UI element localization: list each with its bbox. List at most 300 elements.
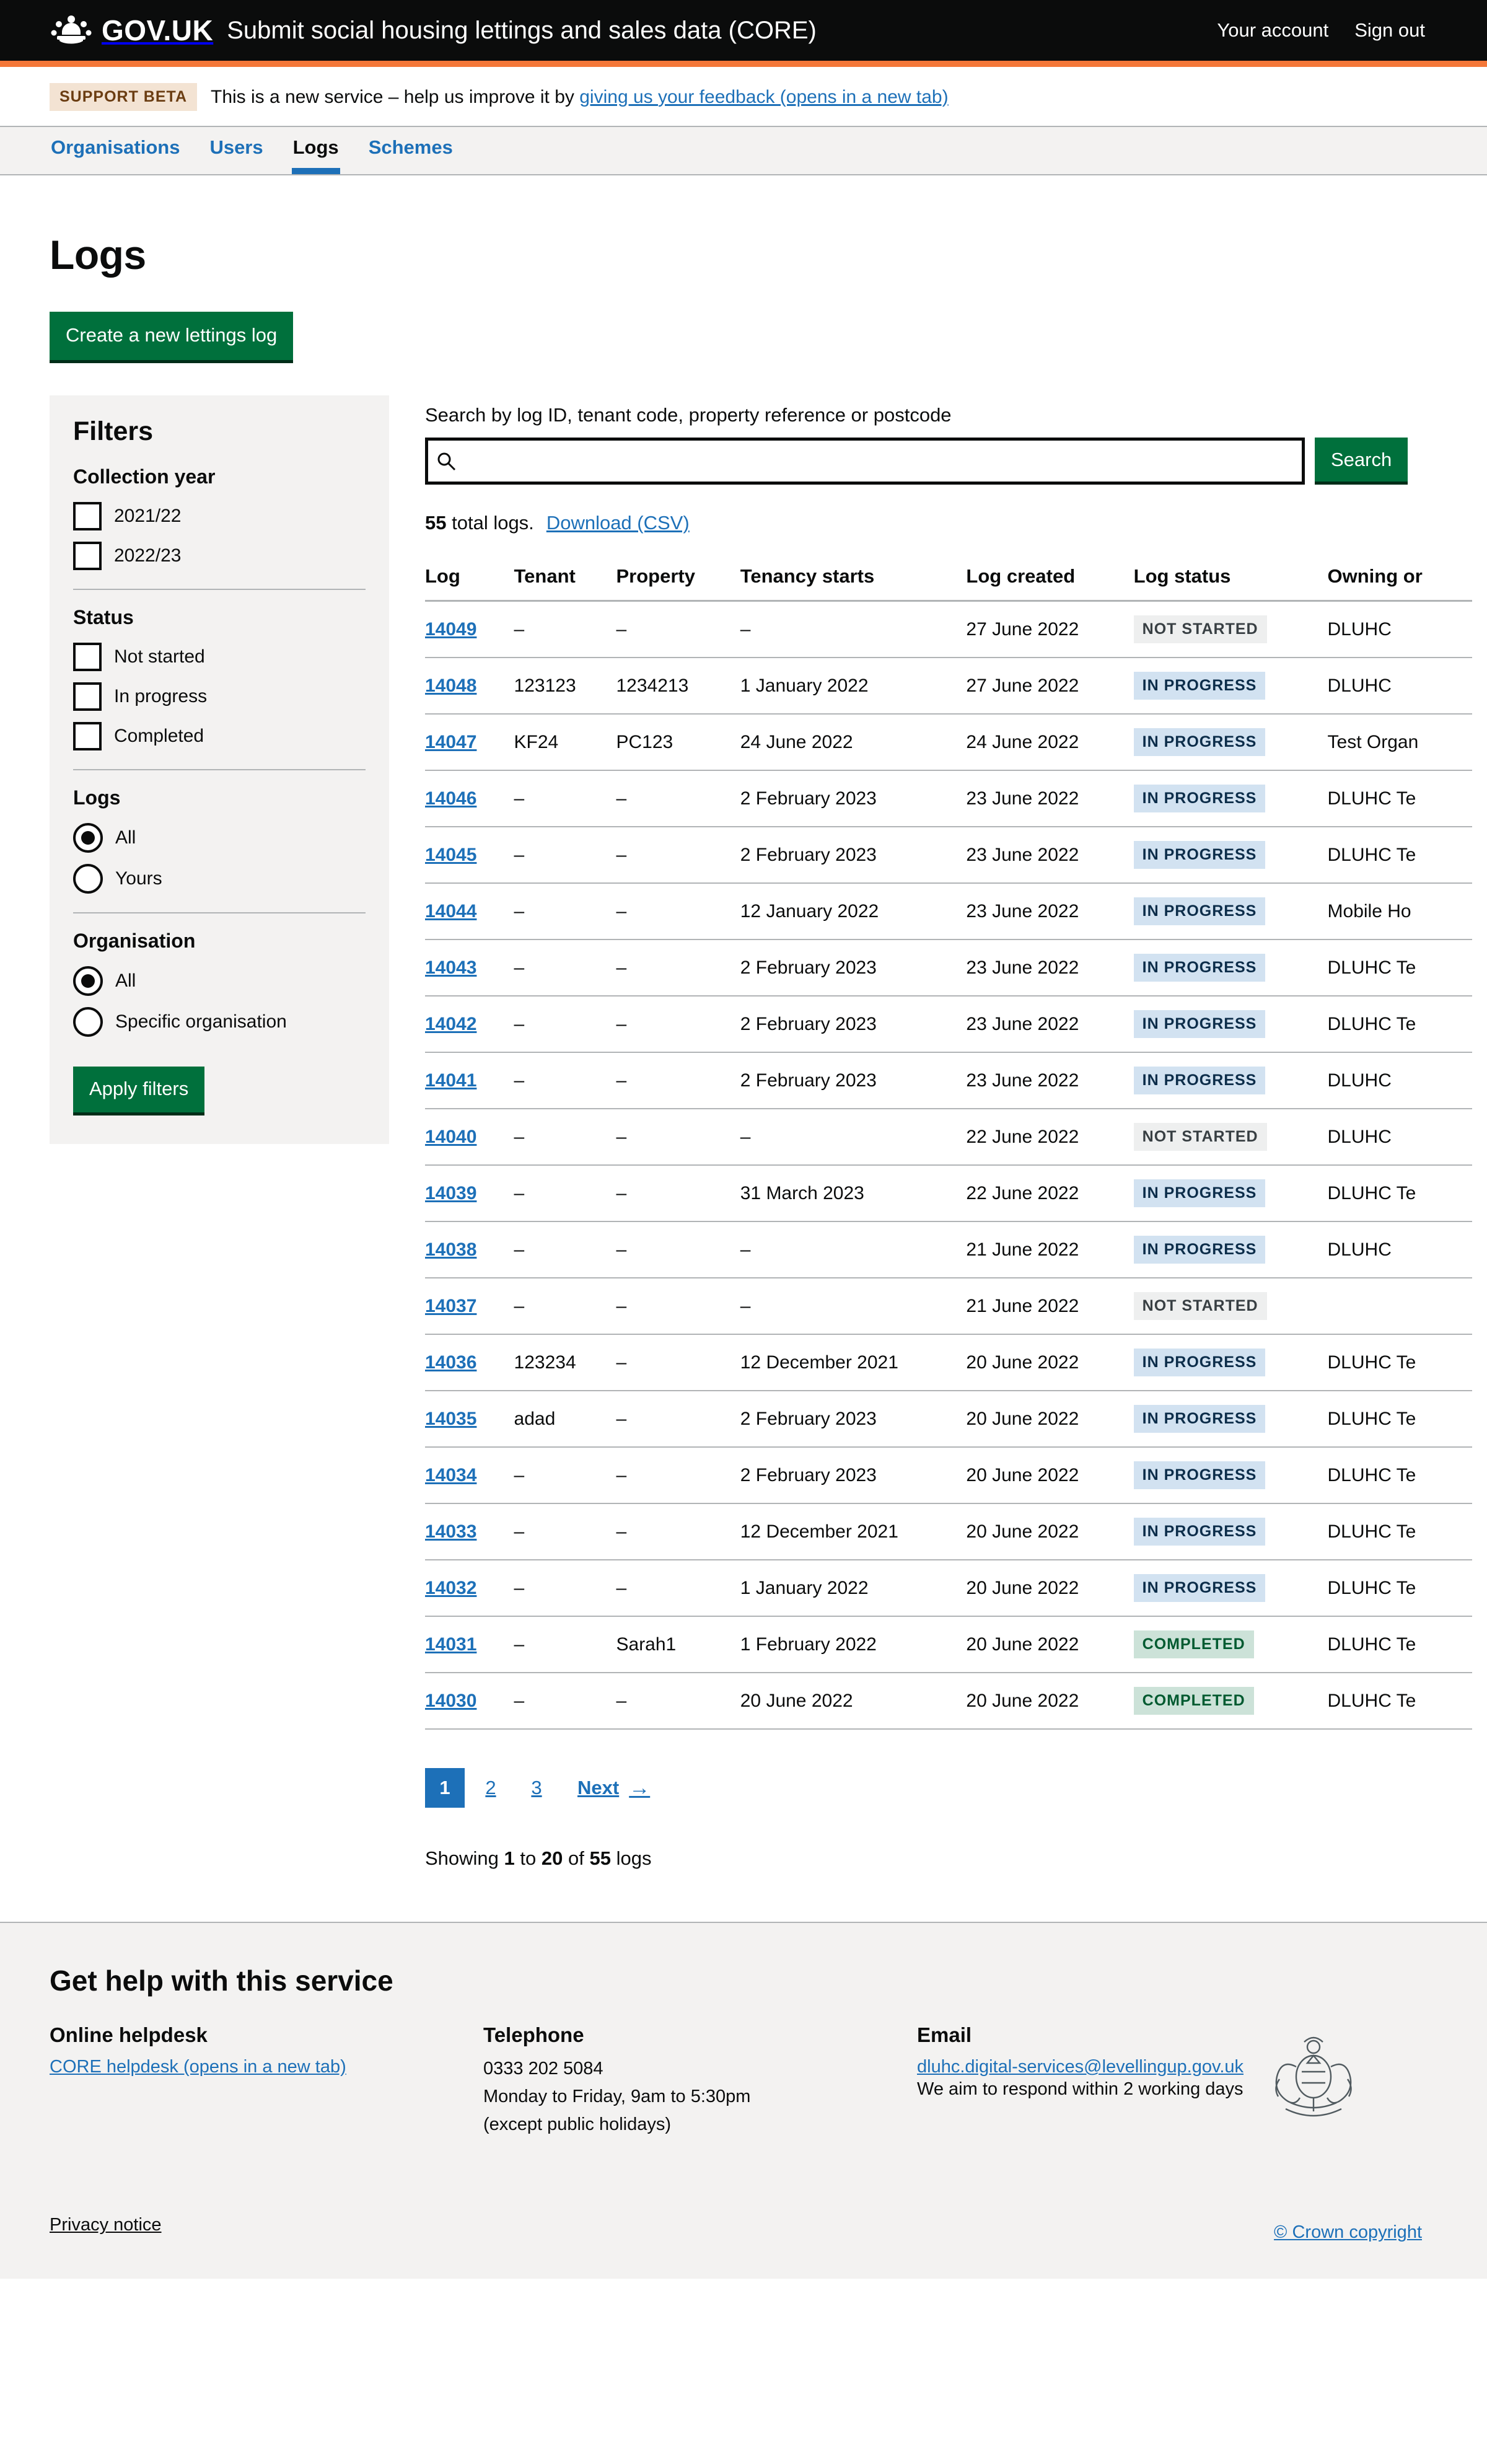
cell-property: –	[616, 1165, 740, 1221]
pagination	[425, 1768, 1437, 1808]
download-csv-link[interactable]: Download (CSV)	[546, 512, 690, 534]
cell-owning-organisation: DLUHC Te	[1328, 1334, 1472, 1391]
cell-property: –	[616, 601, 740, 658]
cell-property: –	[616, 1560, 740, 1616]
filter-label-logs-yours: Yours	[115, 868, 162, 889]
table-row	[425, 1165, 1472, 1221]
cell-log-status	[1134, 1503, 1328, 1560]
cell-log-created: 24 June 2022	[966, 714, 1133, 770]
cell-log	[425, 714, 514, 770]
table-row	[425, 1503, 1472, 1560]
column-header-log-created: Log created	[966, 554, 1133, 601]
table-row	[425, 770, 1472, 827]
cell-property: –	[616, 1052, 740, 1109]
cell-owning-organisation: Test Organ	[1328, 714, 1472, 770]
cell-log	[425, 827, 514, 883]
cell-owning-organisation: DLUHC	[1328, 658, 1472, 714]
cell-log-status	[1134, 996, 1328, 1052]
cell-tenancy-starts: –	[740, 1221, 967, 1278]
filter-checkbox-not-started[interactable]	[73, 643, 366, 671]
filter-label-2022-23: 2022/23	[114, 545, 182, 566]
filter-checkbox-in-progress[interactable]	[73, 682, 366, 711]
filter-group-collection-year	[73, 465, 366, 570]
cell-log-status	[1134, 939, 1328, 996]
table-row	[425, 1391, 1472, 1447]
service-name: Submit social housing lettings and sales data (CORE)	[227, 16, 817, 44]
radio-icon[interactable]	[73, 1007, 103, 1037]
page-title: Logs	[50, 232, 146, 278]
pagination-page-2[interactable]: 2	[485, 1777, 496, 1798]
table-row	[425, 601, 1472, 658]
log-id-link[interactable]: 14039	[425, 1182, 477, 1203]
log-id-link[interactable]: 14048	[425, 675, 477, 696]
column-header-tenant: Tenant	[514, 554, 616, 601]
gov-header	[0, 0, 1487, 67]
footer-telephone-number: 0333 202 5084	[483, 2059, 603, 2079]
cell-tenant: –	[514, 827, 616, 883]
cell-tenant: –	[514, 1165, 616, 1221]
cell-log	[425, 1278, 514, 1334]
cell-log	[425, 1334, 514, 1391]
cell-log	[425, 1165, 514, 1221]
log-id-link[interactable]: 14033	[425, 1521, 477, 1542]
table-row	[425, 883, 1472, 939]
nav-item-organisations[interactable]: Organisations	[51, 136, 180, 158]
filter-label-specific-organisation: Specific organisation	[115, 1011, 287, 1032]
cell-log	[425, 1616, 514, 1673]
cell-tenancy-starts: 24 June 2022	[740, 714, 967, 770]
cell-log	[425, 1109, 514, 1165]
footer-telephone-title: Telephone	[483, 2023, 584, 2046]
column-header-log-status: Log status	[1134, 554, 1328, 601]
status-badge: NOT STARTED	[1134, 1123, 1267, 1151]
footer-email-note: We aim to respond within 2 working days	[917, 2079, 1244, 2099]
results-total-suffix: total logs.	[452, 512, 534, 534]
royal-crest	[1233, 2010, 1394, 2131]
cell-log-status	[1134, 770, 1328, 827]
cell-log-created: 27 June 2022	[966, 658, 1133, 714]
status-badge: IN PROGRESS	[1134, 1349, 1266, 1376]
cell-log-status	[1134, 1391, 1328, 1447]
cell-tenancy-starts: 1 January 2022	[740, 658, 967, 714]
cell-log	[425, 939, 514, 996]
results-panel	[425, 395, 1437, 1870]
cell-tenant: –	[514, 1503, 616, 1560]
cell-tenancy-starts: 12 December 2021	[740, 1334, 967, 1391]
footer-telephone-note: (except public holidays)	[483, 2114, 672, 2135]
crown-copyright-link[interactable]: © Crown copyright	[1274, 2222, 1422, 2243]
results-total-count: 55	[425, 512, 447, 534]
cell-log-status	[1134, 1560, 1328, 1616]
cell-log	[425, 1447, 514, 1503]
cell-log	[425, 1052, 514, 1109]
cell-property: –	[616, 1278, 740, 1334]
cell-log-created: 22 June 2022	[966, 1109, 1133, 1165]
status-badge: IN PROGRESS	[1134, 1574, 1266, 1602]
pagination-page-1[interactable]: 1	[425, 1768, 465, 1808]
core-helpdesk-link[interactable]: CORE helpdesk (opens in a new tab)	[50, 2057, 346, 2077]
column-header-property: Property	[616, 554, 740, 601]
govuk-logo-link[interactable]	[50, 14, 213, 47]
showing-mid: to	[520, 1847, 537, 1869]
status-badge: IN PROGRESS	[1134, 1067, 1266, 1094]
filter-title-logs: Logs	[73, 786, 121, 809]
status-badge: IN PROGRESS	[1134, 1010, 1266, 1038]
column-header-log: Log	[425, 554, 514, 601]
feedback-link[interactable]: giving us your feedback (opens in a new tab)	[579, 86, 949, 107]
cell-tenant: 123123	[514, 658, 616, 714]
govuk-brand-text: GOV.UK	[102, 14, 214, 46]
filter-group-organisation	[73, 930, 366, 1037]
cell-log-created: 23 June 2022	[966, 996, 1133, 1052]
footer-col-online-helpdesk	[50, 2023, 446, 2141]
log-id-link[interactable]: 14035	[425, 1408, 477, 1429]
filter-checkbox-completed[interactable]	[73, 722, 366, 750]
filters-panel	[50, 395, 389, 1144]
log-id-link[interactable]: 14042	[425, 1013, 477, 1034]
cell-tenant: –	[514, 1616, 616, 1673]
cell-property: 1234213	[616, 658, 740, 714]
cell-log-status	[1134, 714, 1328, 770]
status-badge: NOT STARTED	[1134, 1292, 1267, 1320]
cell-owning-organisation: DLUHC	[1328, 1221, 1472, 1278]
table-row	[425, 1221, 1472, 1278]
filter-title-status: Status	[73, 606, 134, 628]
filters-divider	[73, 589, 366, 590]
cell-property: –	[616, 1673, 740, 1729]
cell-owning-organisation	[1328, 1278, 1472, 1334]
status-badge: IN PROGRESS	[1134, 785, 1266, 812]
filter-radio-specific-organisation[interactable]	[73, 1007, 366, 1037]
content-columns	[50, 395, 1437, 1870]
table-row	[425, 1052, 1472, 1109]
cell-tenant: 123234	[514, 1334, 616, 1391]
status-badge: IN PROGRESS	[1134, 1461, 1266, 1489]
cell-tenancy-starts: 1 February 2022	[740, 1616, 967, 1673]
cell-tenant: –	[514, 1109, 616, 1165]
cell-log-created: 21 June 2022	[966, 1278, 1133, 1334]
cell-tenancy-starts: 1 January 2022	[740, 1560, 967, 1616]
cell-log-status	[1134, 1165, 1328, 1221]
cell-log-created: 23 June 2022	[966, 1052, 1133, 1109]
status-badge: IN PROGRESS	[1134, 1179, 1266, 1207]
table-row	[425, 827, 1472, 883]
cell-log-created: 23 June 2022	[966, 770, 1133, 827]
cell-log-status	[1134, 1221, 1328, 1278]
checkbox-icon[interactable]	[73, 643, 102, 671]
cell-log-status	[1134, 1052, 1328, 1109]
cell-owning-organisation: DLUHC Te	[1328, 1616, 1472, 1673]
sign-out-link[interactable]: Sign out	[1354, 19, 1425, 41]
log-id-link[interactable]: 14046	[425, 788, 477, 809]
cell-owning-organisation: DLUHC Te	[1328, 1165, 1472, 1221]
cell-tenancy-starts: 12 January 2022	[740, 883, 967, 939]
cell-log	[425, 1560, 514, 1616]
cell-property: Sarah1	[616, 1616, 740, 1673]
log-id-link[interactable]: 14030	[425, 1690, 477, 1711]
table-row	[425, 714, 1472, 770]
pagination-next-link[interactable]	[577, 1776, 650, 1800]
footer-email-link[interactable]: dluhc.digital-services@levellingup.gov.uk	[917, 2057, 1244, 2077]
cell-property: –	[616, 1503, 740, 1560]
cell-owning-organisation: Mobile Ho	[1328, 883, 1472, 939]
cell-log-created: 20 June 2022	[966, 1673, 1133, 1729]
table-row	[425, 996, 1472, 1052]
showing-prefix: Showing	[425, 1847, 499, 1869]
search-input[interactable]	[425, 438, 1305, 485]
filter-group-status	[73, 606, 366, 750]
filter-label-organisation-all: All	[115, 970, 136, 991]
logs-table-head	[425, 554, 1472, 601]
cell-log-status	[1134, 658, 1328, 714]
filter-radio-organisation-all[interactable]	[73, 966, 366, 996]
log-id-link[interactable]: 14045	[425, 844, 477, 865]
log-id-link[interactable]: 14044	[425, 900, 477, 922]
cell-property: –	[616, 996, 740, 1052]
filters-divider	[73, 769, 366, 770]
header-account-links	[1217, 19, 1425, 42]
logs-table-body	[425, 601, 1472, 1730]
log-id-link[interactable]: 14049	[425, 618, 477, 640]
cell-log-created: 22 June 2022	[966, 1165, 1133, 1221]
cell-tenancy-starts: –	[740, 1278, 967, 1334]
phase-banner	[0, 67, 1487, 127]
cell-log-created: 20 June 2022	[966, 1503, 1133, 1560]
status-badge: IN PROGRESS	[1134, 728, 1266, 756]
log-id-link[interactable]: 14043	[425, 957, 477, 978]
cell-tenancy-starts: 2 February 2023	[740, 770, 967, 827]
cell-tenancy-starts: 31 March 2023	[740, 1165, 967, 1221]
filter-label-not-started: Not started	[114, 646, 205, 667]
status-badge: IN PROGRESS	[1134, 1405, 1266, 1433]
your-account-link[interactable]: Your account	[1217, 19, 1329, 41]
log-id-link[interactable]: 14040	[425, 1126, 477, 1147]
filter-group-logs	[73, 786, 366, 894]
table-row	[425, 1278, 1472, 1334]
cell-property: PC123	[616, 714, 740, 770]
checkbox-icon[interactable]	[73, 502, 102, 530]
cell-log-created: 20 June 2022	[966, 1391, 1133, 1447]
showing-summary	[425, 1847, 1437, 1870]
cell-property: –	[616, 1109, 740, 1165]
table-row	[425, 1447, 1472, 1503]
checkbox-icon[interactable]	[73, 722, 102, 750]
cell-log-created: 21 June 2022	[966, 1221, 1133, 1278]
log-id-link[interactable]: 14037	[425, 1295, 477, 1316]
phase-tag: SUPPORT BETA	[50, 83, 197, 111]
privacy-notice-link[interactable]: Privacy notice	[50, 2215, 162, 2235]
column-header-owning-organisation: Owning or	[1328, 554, 1472, 601]
cell-log	[425, 996, 514, 1052]
cell-log	[425, 601, 514, 658]
cell-property: –	[616, 1221, 740, 1278]
cell-owning-organisation: DLUHC Te	[1328, 1391, 1472, 1447]
filter-checkbox-2022-23[interactable]	[73, 542, 366, 570]
showing-from: 1	[504, 1847, 515, 1869]
showing-suffix: logs	[616, 1847, 652, 1869]
cell-owning-organisation: DLUHC Te	[1328, 939, 1472, 996]
filter-label-logs-all: All	[115, 827, 136, 848]
cell-owning-organisation: DLUHC Te	[1328, 1447, 1472, 1503]
cell-tenancy-starts: –	[740, 601, 967, 658]
filter-title-collection-year: Collection year	[73, 465, 216, 488]
cell-tenant: –	[514, 996, 616, 1052]
cell-tenancy-starts: 2 February 2023	[740, 1447, 967, 1503]
status-badge: NOT STARTED	[1134, 615, 1267, 643]
cell-log-status	[1134, 601, 1328, 658]
log-id-link[interactable]: 14047	[425, 731, 477, 752]
status-badge: IN PROGRESS	[1134, 897, 1266, 925]
cell-tenant: –	[514, 1560, 616, 1616]
table-header-row	[425, 554, 1472, 601]
checkbox-icon[interactable]	[73, 682, 102, 711]
log-id-link[interactable]: 14031	[425, 1634, 477, 1655]
cell-tenant: –	[514, 601, 616, 658]
cell-log	[425, 1221, 514, 1278]
cell-owning-organisation: DLUHC	[1328, 1109, 1472, 1165]
footer-telephone-hours: Monday to Friday, 9am to 5:30pm	[483, 2087, 751, 2107]
showing-to: 20	[541, 1847, 563, 1869]
cell-tenancy-starts: 20 June 2022	[740, 1673, 967, 1729]
cell-owning-organisation: DLUHC Te	[1328, 1560, 1472, 1616]
radio-icon[interactable]	[73, 966, 103, 996]
results-summary	[425, 512, 1437, 534]
cell-log-status	[1134, 1673, 1328, 1729]
cell-tenant: –	[514, 1278, 616, 1334]
table-row	[425, 658, 1472, 714]
footer-col-telephone	[483, 2023, 880, 2141]
arrow-right-icon: →	[629, 1775, 651, 1800]
apply-filters-button[interactable]: Apply filters	[73, 1067, 204, 1115]
cell-log-status	[1134, 1616, 1328, 1673]
cell-log-created: 27 June 2022	[966, 601, 1133, 658]
cell-tenancy-starts: 2 February 2023	[740, 939, 967, 996]
crest-icon	[1255, 2010, 1372, 2127]
phase-banner-message: This is a new service – help us improve it by	[211, 86, 574, 107]
cell-log-created: 20 June 2022	[966, 1447, 1133, 1503]
cell-log-created: 20 June 2022	[966, 1334, 1133, 1391]
cell-property: –	[616, 1334, 740, 1391]
create-new-lettings-log-button[interactable]: Create a new lettings log	[50, 312, 293, 363]
cell-property: –	[616, 883, 740, 939]
filters-divider	[73, 912, 366, 913]
cell-log-status	[1134, 1447, 1328, 1503]
table-row	[425, 1673, 1472, 1729]
logs-table	[425, 554, 1472, 1730]
cell-owning-organisation: DLUHC	[1328, 1052, 1472, 1109]
cell-owning-organisation: DLUHC Te	[1328, 770, 1472, 827]
table-row	[425, 1560, 1472, 1616]
cell-tenant: adad	[514, 1391, 616, 1447]
cell-owning-organisation: DLUHC Te	[1328, 1673, 1472, 1729]
log-id-link[interactable]: 14036	[425, 1352, 477, 1373]
cell-property: –	[616, 1447, 740, 1503]
cell-tenant: –	[514, 1052, 616, 1109]
cell-tenant: –	[514, 770, 616, 827]
cell-owning-organisation: DLUHC Te	[1328, 827, 1472, 883]
table-row	[425, 1109, 1472, 1165]
nav-item-logs[interactable]: Logs	[292, 127, 340, 174]
cell-log-created: 23 June 2022	[966, 883, 1133, 939]
cell-property: –	[616, 770, 740, 827]
log-id-link[interactable]: 14034	[425, 1464, 477, 1485]
footer-email-title: Email	[917, 2023, 972, 2046]
primary-navigation	[0, 127, 1487, 175]
main-content	[0, 231, 1487, 1870]
filter-label-2021-22: 2021/22	[114, 506, 182, 526]
log-id-link[interactable]: 14032	[425, 1577, 477, 1598]
filter-radio-logs-all[interactable]	[73, 823, 366, 853]
table-row	[425, 1334, 1472, 1391]
status-badge: IN PROGRESS	[1134, 954, 1266, 982]
page-footer	[0, 1922, 1487, 2279]
cell-log	[425, 1673, 514, 1729]
cell-tenancy-starts: 2 February 2023	[740, 1391, 967, 1447]
cell-tenant: –	[514, 1447, 616, 1503]
cell-tenancy-starts: 2 February 2023	[740, 1052, 967, 1109]
radio-icon[interactable]	[73, 864, 103, 894]
cell-log	[425, 658, 514, 714]
status-badge: IN PROGRESS	[1134, 841, 1266, 869]
cell-log	[425, 770, 514, 827]
search-input-wrapper	[425, 438, 1305, 485]
log-id-link[interactable]: 14041	[425, 1070, 477, 1091]
table-row	[425, 1616, 1472, 1673]
status-badge: IN PROGRESS	[1134, 672, 1266, 700]
cell-log	[425, 1391, 514, 1447]
nav-item-users[interactable]: Users	[209, 136, 263, 158]
cell-log	[425, 883, 514, 939]
showing-total: 55	[589, 1847, 611, 1869]
cell-log-created: 23 June 2022	[966, 827, 1133, 883]
cell-log-status	[1134, 1334, 1328, 1391]
log-id-link[interactable]: 14038	[425, 1239, 477, 1260]
status-badge: IN PROGRESS	[1134, 1518, 1266, 1546]
cell-log-status	[1134, 827, 1328, 883]
cell-log-created: 23 June 2022	[966, 939, 1133, 996]
filter-label-in-progress: In progress	[114, 686, 208, 706]
search-button[interactable]: Search	[1315, 438, 1408, 485]
filters-heading: Filters	[73, 416, 154, 446]
cell-owning-organisation: DLUHC Te	[1328, 996, 1472, 1052]
radio-icon[interactable]	[73, 823, 103, 853]
cell-tenant: –	[514, 1221, 616, 1278]
checkbox-icon[interactable]	[73, 542, 102, 570]
filter-title-organisation: Organisation	[73, 930, 196, 952]
status-badge: IN PROGRESS	[1134, 1236, 1266, 1264]
results-total	[425, 512, 534, 534]
crown-icon	[50, 14, 93, 47]
pagination-page-3[interactable]: 3	[531, 1777, 542, 1798]
nav-item-schemes[interactable]: Schemes	[368, 136, 453, 158]
cell-log-status	[1134, 1109, 1328, 1165]
cell-owning-organisation: DLUHC	[1328, 601, 1472, 658]
cell-log-created: 20 June 2022	[966, 1560, 1133, 1616]
table-row	[425, 939, 1472, 996]
filter-radio-logs-yours[interactable]	[73, 864, 366, 894]
column-header-tenancy-starts: Tenancy starts	[740, 554, 967, 601]
cell-owning-organisation: DLUHC Te	[1328, 1503, 1472, 1560]
cell-tenant: –	[514, 883, 616, 939]
status-badge: COMPLETED	[1134, 1630, 1254, 1658]
cell-property: –	[616, 1391, 740, 1447]
cell-property: –	[616, 939, 740, 996]
privacy-notice-wrap	[50, 2215, 1437, 2235]
cell-log-status	[1134, 883, 1328, 939]
filter-checkbox-2021-22[interactable]	[73, 502, 366, 530]
cell-log	[425, 1503, 514, 1560]
pagination-next-label: Next	[577, 1777, 620, 1798]
